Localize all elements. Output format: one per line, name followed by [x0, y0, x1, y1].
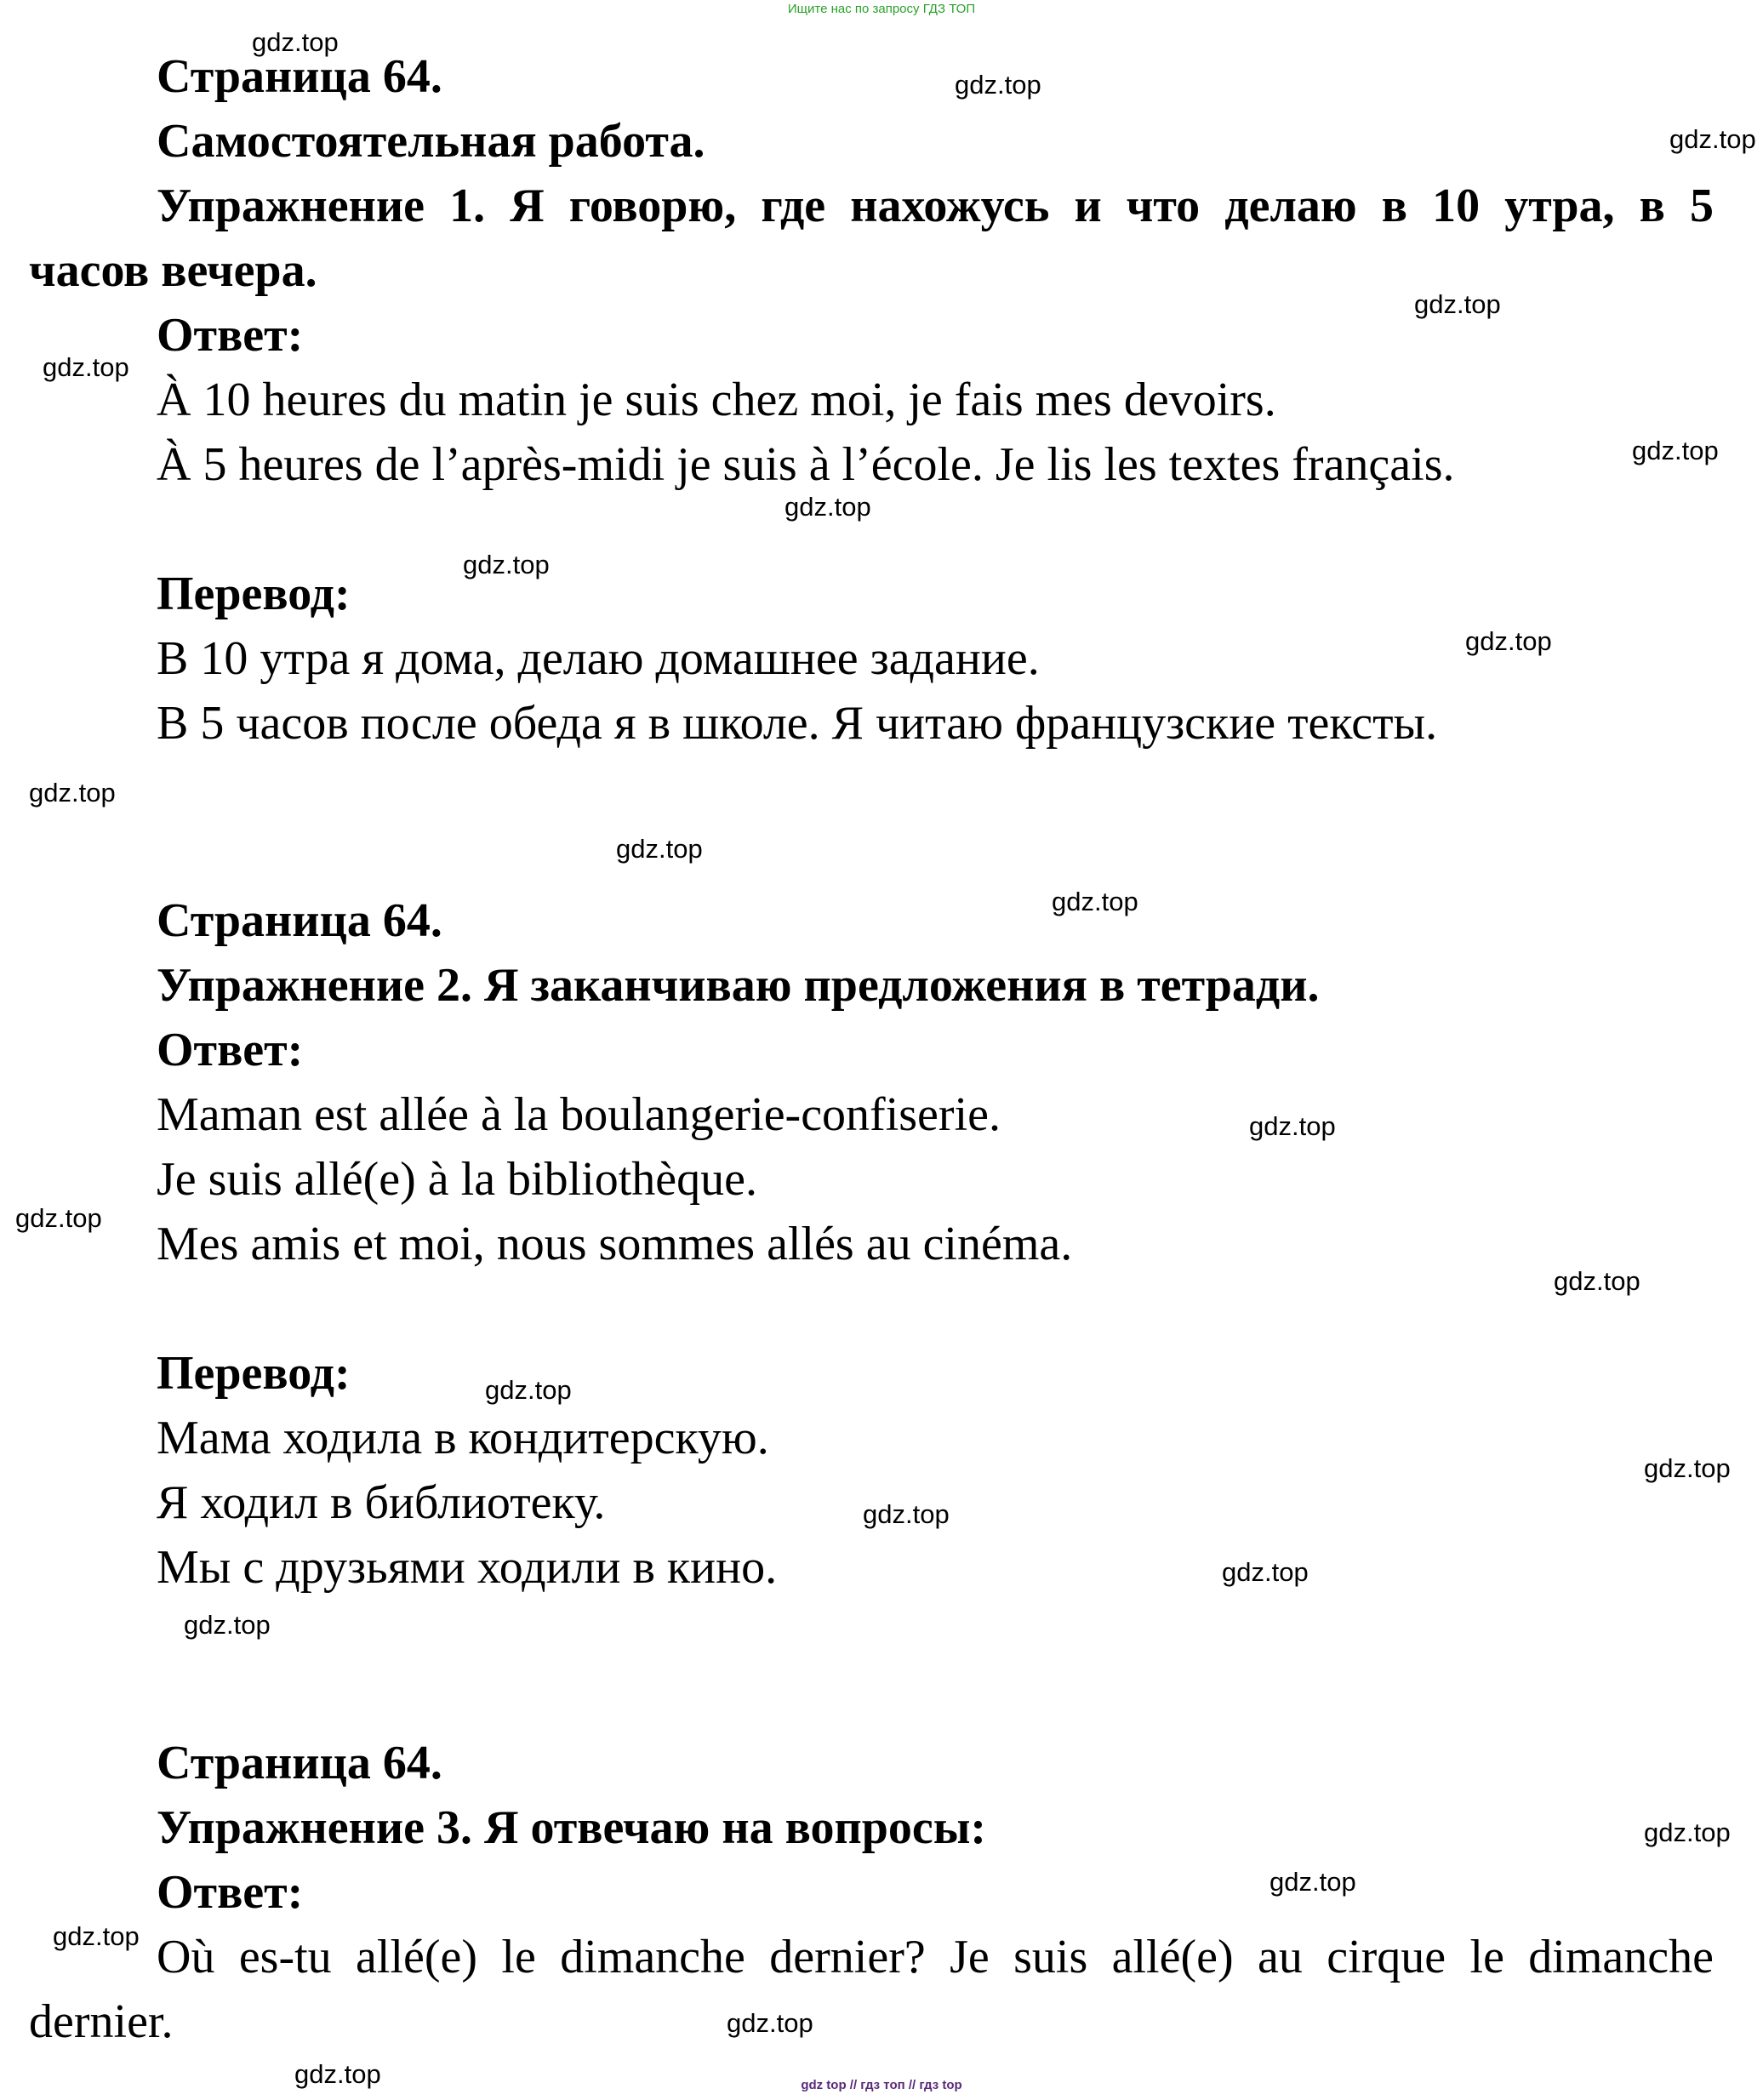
page-heading: Страница 64. [157, 894, 442, 947]
watermark: gdz.top [1644, 1453, 1731, 1483]
answer-line: Mes amis et moi, nous sommes allés au cinéma. [157, 1218, 1073, 1270]
bottom-banner: gdz top // гдз топ // гдз top [801, 2078, 962, 2092]
watermark: gdz.top [252, 27, 339, 57]
answer-line: Maman est allée à la boulangerie-confiserie. [157, 1088, 1001, 1141]
top-banner: Ищите нас по запросу ГДЗ ТОП [787, 2, 976, 16]
watermark: gdz.top [1269, 1867, 1356, 1897]
watermark: gdz.top [1414, 289, 1501, 319]
answer-line: Où es-tu allé(e) le dimanche dernier? Je suis allé(e) au cirque le dimanche [157, 1931, 1714, 1983]
watermark: gdz.top [463, 550, 550, 579]
answer-line-continued: dernier. [29, 1995, 174, 2048]
watermark: gdz.top [785, 492, 871, 522]
watermark: gdz.top [1249, 1111, 1336, 1141]
translation-line: В 5 часов после обеда я в школе. Я читаю французские тексты. [157, 697, 1438, 750]
watermark: gdz.top [29, 778, 116, 807]
watermark: gdz.top [184, 1610, 271, 1640]
watermark: gdz.top [1052, 887, 1138, 916]
exercise-title: Упражнение 1. Я говорю, где нахожусь и что делаю в 10 утра, в 5 [157, 180, 1714, 232]
answer-label: Ответ: [157, 1024, 304, 1076]
translation-label: Перевод: [157, 1347, 351, 1400]
answer-line: À 10 heures du matin je suis chez moi, je fais mes devoirs. [157, 374, 1276, 426]
watermark: gdz.top [616, 834, 703, 864]
watermark: gdz.top [294, 2059, 381, 2089]
watermark: gdz.top [955, 70, 1041, 100]
watermark: gdz.top [43, 352, 129, 382]
translation-line: В 10 утра я дома, делаю домашнее задание. [157, 632, 1040, 685]
page-heading: Страница 64. [157, 1737, 442, 1789]
translation-label: Перевод: [157, 568, 351, 620]
watermark: gdz.top [1669, 124, 1756, 154]
watermark: gdz.top [485, 1375, 572, 1405]
watermark: gdz.top [727, 2008, 813, 2038]
watermark: gdz.top [1644, 1818, 1731, 1847]
watermark: gdz.top [863, 1499, 950, 1529]
watermark: gdz.top [53, 1921, 140, 1951]
watermark: gdz.top [1554, 1266, 1640, 1296]
watermark: gdz.top [15, 1203, 102, 1233]
exercise-title: Упражнение 2. Я заканчиваю предложения в тетради. [157, 959, 1320, 1012]
translation-line: Мама ходила в кондитерскую. [157, 1412, 769, 1464]
answer-label: Ответ: [157, 1866, 304, 1919]
answer-label: Ответ: [157, 309, 304, 362]
answer-line: Je suis allé(e) à la bibliothèque. [157, 1153, 757, 1206]
answer-line: À 5 heures de l’après-midi je suis à l’école. Je lis les textes français. [157, 438, 1455, 491]
exercise-title-continued: часов вечера. [29, 244, 317, 297]
watermark: gdz.top [1632, 436, 1719, 465]
translation-line: Мы с друзьями ходили в кино. [157, 1541, 778, 1594]
exercise-title: Упражнение 3. Я отвечаю на вопросы: [157, 1801, 987, 1854]
page-heading: Страница 64. [157, 50, 442, 103]
watermark: gdz.top [1222, 1557, 1309, 1587]
watermark: gdz.top [1465, 626, 1552, 656]
translation-line: Я ходил в библиотеку. [157, 1476, 606, 1529]
section-subtitle: Самостоятельная работа. [157, 115, 705, 168]
